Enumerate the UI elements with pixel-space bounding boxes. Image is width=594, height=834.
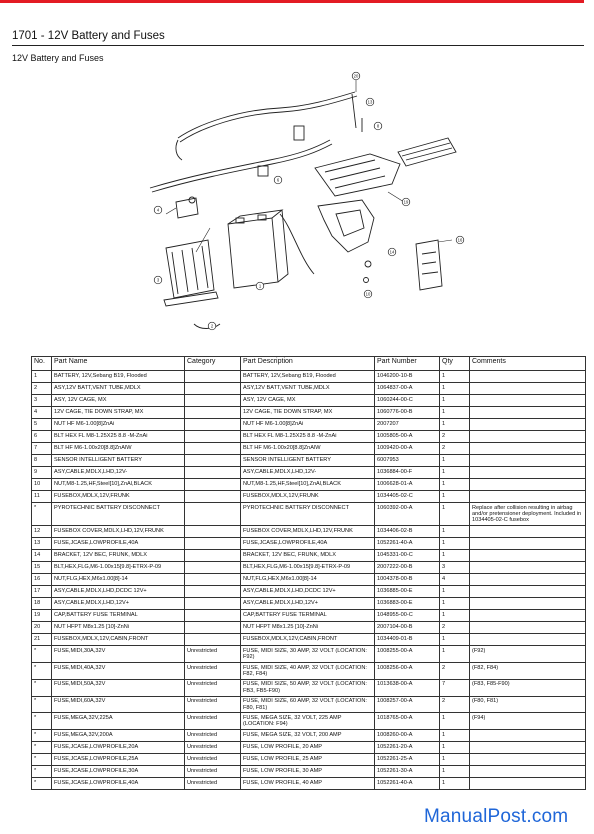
cell-category: Unrestricted [185, 754, 241, 766]
table-row [32, 778, 586, 790]
cell-no: 17 [32, 586, 52, 598]
cell-part-name: ASY, 12V CAGE, MX [52, 395, 185, 407]
cell-part-description: FUSE,JCASE,LOWPROFILE,40A [241, 538, 375, 550]
cell-part-name: FUSE,JCASE,LOWPROFILE,40A [52, 778, 185, 790]
cell-part-number: 1060776-00-B [375, 407, 440, 419]
cell-no: 4 [32, 407, 52, 419]
table-row [32, 622, 586, 634]
cell-part-description: BLT HF M6-1.00x20[8.8]ZnAlW [241, 443, 375, 455]
cell-part-description: 12V CAGE, TIE DOWN STRAP, MX [241, 407, 375, 419]
cell-category: Unrestricted [185, 679, 241, 696]
cell-comments [470, 455, 586, 467]
cell-qty: 1 [440, 730, 470, 742]
cell-category [185, 622, 241, 634]
cell-qty: 1 [440, 479, 470, 491]
cell-part-name: BRACKET, 12V BEC, FRUNK, MDLX [52, 550, 185, 562]
cell-category [185, 610, 241, 622]
cell-qty: 1 [440, 538, 470, 550]
table-row [32, 419, 586, 431]
table-header-row [32, 357, 586, 371]
parts-table [31, 356, 586, 790]
cell-part-number: 1064837-00-A [375, 383, 440, 395]
cell-part-description: NUT HFPT M8x1.25 [10]-ZnNi [241, 622, 375, 634]
cell-part-name: NUT,M8-1.25,HF,Steel[10],ZnAl,BLACK [52, 479, 185, 491]
table-row [32, 562, 586, 574]
cell-part-name: FUSEBOX,MDLX,12V,CABIN,FRONT [52, 634, 185, 646]
cell-category: Unrestricted [185, 696, 241, 713]
cell-comments [470, 550, 586, 562]
cell-part-description: BRACKET, 12V BEC, FRUNK, MDLX [241, 550, 375, 562]
cell-part-name: ASY,12V BATT,VENT TUBE,MDLX [52, 383, 185, 395]
cell-part-name: FUSEBOX COVER,MDLX,LHD,12V,FRUNK [52, 526, 185, 538]
cell-no: 3 [32, 395, 52, 407]
cell-part-number: 1036883-00-E [375, 598, 440, 610]
top-accent-bar [0, 0, 584, 3]
cell-part-description: FUSE, LOW PROFILE, 25 AMP [241, 754, 375, 766]
cell-category [185, 395, 241, 407]
callout-label: 20 [353, 73, 359, 79]
cell-part-number: 1006628-01-A [375, 479, 440, 491]
cell-category [185, 455, 241, 467]
cell-part-description: FUSEBOX COVER,MDLX,LHD,12V,FRUNK [241, 526, 375, 538]
cell-no: 1 [32, 371, 52, 383]
cell-category [185, 443, 241, 455]
cell-qty: 1 [440, 646, 470, 663]
cell-no: 9 [32, 467, 52, 479]
table-row [32, 766, 586, 778]
cell-category [185, 586, 241, 598]
cell-no: 10 [32, 479, 52, 491]
cell-comments [470, 383, 586, 395]
cell-part-name: FUSE,JCASE,LOWPROFILE,20A [52, 742, 185, 754]
cell-part-number: 1004378-00-B [375, 574, 440, 586]
cell-part-description: ASY,CABLE,MDLX,LHD,12V- [241, 467, 375, 479]
cell-part-name: FUSE,MEGA,32V,225A [52, 713, 185, 730]
cell-comments [470, 742, 586, 754]
cell-category [185, 574, 241, 586]
cell-part-name: FUSE,MIDI,40A,32V [52, 663, 185, 680]
cell-part-number: 1034406-02-B [375, 526, 440, 538]
cell-comments [470, 754, 586, 766]
table-row [32, 431, 586, 443]
cell-comments [470, 622, 586, 634]
cell-part-number: 1036885-00-E [375, 586, 440, 598]
cell-qty: 1 [440, 491, 470, 503]
cell-qty: 1 [440, 503, 470, 526]
cell-part-name: FUSE,JCASE,LOWPROFILE,30A [52, 766, 185, 778]
cell-part-name: FUSE,MIDI,30A,32V [52, 646, 185, 663]
cell-part-name: BLT,HEX,FLG,M6-1.00x15[9.8]-ETRX-P-09 [52, 562, 185, 574]
cell-comments: (F94) [470, 713, 586, 730]
cell-category [185, 407, 241, 419]
cell-no: * [32, 646, 52, 663]
cell-part-description: FUSE, LOW PROFILE, 40 AMP [241, 778, 375, 790]
cell-part-description: PYROTECHNIC BATTERY DISCONNECT [241, 503, 375, 526]
cell-qty: 1 [440, 407, 470, 419]
cell-comments [470, 491, 586, 503]
cell-no: 16 [32, 574, 52, 586]
cell-part-description: FUSEBOX,MDLX,12V,FRUNK [241, 491, 375, 503]
cell-part-name: FUSE,MIDI,60A,32V [52, 696, 185, 713]
cell-part-number: 1060244-00-C [375, 395, 440, 407]
table-row [32, 503, 586, 526]
table-row [32, 538, 586, 550]
cell-comments [470, 610, 586, 622]
cell-no: * [32, 766, 52, 778]
table-row [32, 395, 586, 407]
cell-no: 13 [32, 538, 52, 550]
cell-no: 6 [32, 431, 52, 443]
column-header-category: Category [185, 357, 241, 371]
cell-no: * [32, 754, 52, 766]
cell-part-description: BATTERY, 12V,Sebang B19, Flooded [241, 371, 375, 383]
cell-part-name: NUT HFPT M8x1.25 [10]-ZnNi [52, 622, 185, 634]
cell-part-name: ASY,CABLE,MDLX,LHD,12V- [52, 467, 185, 479]
cell-qty: 1 [440, 598, 470, 610]
cell-no: 19 [32, 610, 52, 622]
callout-label: 1 [258, 283, 262, 289]
cell-part-number: 1046200-10-B [375, 371, 440, 383]
cell-part-number: 2007207 [375, 419, 440, 431]
cell-part-description: FUSE, LOW PROFILE, 30 AMP [241, 766, 375, 778]
cell-comments: (F92) [470, 646, 586, 663]
cell-part-name: ASY,CABLE,MDLX,LHD,12V+ [52, 598, 185, 610]
cell-qty: 1 [440, 467, 470, 479]
cell-comments: Replace after collision resulting in airbag and/or pretensioner deployment. Included in 1034405-02-C fusebox [470, 503, 586, 526]
cell-category: Unrestricted [185, 742, 241, 754]
cell-comments [470, 766, 586, 778]
cell-part-number: 1052261-30-A [375, 766, 440, 778]
cell-comments [470, 730, 586, 742]
cell-category [185, 550, 241, 562]
cell-no: * [32, 503, 52, 526]
callout-label: 2 [210, 323, 214, 329]
cell-no: * [32, 679, 52, 696]
cell-part-number: 1052261-40-A [375, 778, 440, 790]
cell-category [185, 503, 241, 526]
table-row [32, 491, 586, 503]
cell-comments [470, 634, 586, 646]
cell-category: Unrestricted [185, 663, 241, 680]
cell-part-description: FUSE, MIDI SIZE, 50 AMP, 32 VOLT (LOCATION: FB3, FB5-F90) [241, 679, 375, 696]
cell-part-number: 6007953 [375, 455, 440, 467]
table-row [32, 610, 586, 622]
cell-comments [470, 443, 586, 455]
column-header-part-description: Part Description [241, 357, 375, 371]
cell-comments [470, 467, 586, 479]
cell-part-description: BLT HEX FL M8-1.25X25 8.8 -M-ZnAi [241, 431, 375, 443]
table-row [32, 679, 586, 696]
cell-part-name: SENSOR INTELLIGENT BATTERY [52, 455, 185, 467]
cell-qty: 1 [440, 713, 470, 730]
cell-part-name: FUSE,MIDI,50A,32V [52, 679, 185, 696]
cell-part-number: 1045331-00-C [375, 550, 440, 562]
cell-part-number: 1052261-40-A [375, 538, 440, 550]
cell-qty: 1 [440, 550, 470, 562]
cell-part-description: FUSE, MEGA SIZE, 32 VOLT, 200 AMP [241, 730, 375, 742]
cell-qty: 1 [440, 419, 470, 431]
cell-part-description: NUT,FLG,HEX,M6x1.00[8]-14 [241, 574, 375, 586]
cell-qty: 1 [440, 455, 470, 467]
cell-qty: 1 [440, 754, 470, 766]
cell-qty: 2 [440, 663, 470, 680]
cell-part-description: FUSE, MIDI SIZE, 60 AMP, 32 VOLT (LOCATION: F80, F81) [241, 696, 375, 713]
table-row [32, 696, 586, 713]
column-header-part-number: Part Number [375, 357, 440, 371]
cell-part-number: 1008256-00-A [375, 663, 440, 680]
cell-qty: 1 [440, 634, 470, 646]
section-subtitle: 12V Battery and Fuses [12, 53, 104, 63]
parts-table-body [32, 371, 586, 790]
column-header-no: No. [32, 357, 52, 371]
table-row [32, 526, 586, 538]
callout-label: 16 [457, 237, 463, 243]
cell-category [185, 479, 241, 491]
table-row [32, 586, 586, 598]
cell-part-number: 1052261-25-A [375, 754, 440, 766]
cell-category [185, 491, 241, 503]
section-title: 1701 - 12V Battery and Fuses [12, 30, 165, 42]
cell-no: 2 [32, 383, 52, 395]
cell-comments [470, 574, 586, 586]
cell-comments [470, 395, 586, 407]
cell-no: 18 [32, 598, 52, 610]
cell-category [185, 383, 241, 395]
cell-part-name: NUT,FLG,HEX,M6x1.00[8]-14 [52, 574, 185, 586]
watermark: ManualPost.com [424, 806, 569, 827]
cell-part-description: FUSEBOX,MDLX,12V,CABIN,FRONT [241, 634, 375, 646]
title-divider [12, 45, 584, 46]
cell-part-name: FUSE,JCASE,LOWPROFILE,40A [52, 538, 185, 550]
cell-comments [470, 538, 586, 550]
cell-part-description: NUT HF M6-1.00[8]ZnAi [241, 419, 375, 431]
cell-comments [470, 526, 586, 538]
cell-part-number: 1036884-00-F [375, 467, 440, 479]
cell-category: Unrestricted [185, 730, 241, 742]
cell-category [185, 419, 241, 431]
table-row [32, 443, 586, 455]
cell-category [185, 371, 241, 383]
cell-part-description: NUT,M8-1.25,HF,Steel[10],ZnAl,BLACK [241, 479, 375, 491]
cell-no: 5 [32, 419, 52, 431]
cell-part-name: CAP,BATTERY FUSE TERMINAL [52, 610, 185, 622]
cell-part-description: FUSE, MEGA SIZE, 32 VOLT, 225 AMP (LOCATION: F94) [241, 713, 375, 730]
cell-part-name: FUSE,MEGA,32V,200A [52, 730, 185, 742]
cell-part-number: 1009420-00-A [375, 443, 440, 455]
cell-no: 15 [32, 562, 52, 574]
cell-part-number: 1034405-02-C [375, 491, 440, 503]
cell-part-description: ASY,12V BATT,VENT TUBE,MDLX [241, 383, 375, 395]
cell-part-description: FUSE, MIDI SIZE, 30 AMP, 32 VOLT (LOCATION: F92) [241, 646, 375, 663]
cell-no: * [32, 730, 52, 742]
cell-qty: 2 [440, 431, 470, 443]
cell-comments [470, 407, 586, 419]
table-row [32, 455, 586, 467]
cell-no: * [32, 663, 52, 680]
cell-part-name: BLT HF M6-1.00x20[8.8]ZnAlW [52, 443, 185, 455]
cell-no: * [32, 713, 52, 730]
cell-category: Unrestricted [185, 778, 241, 790]
cell-category [185, 562, 241, 574]
cell-part-name: FUSEBOX,MDLX,12V,FRUNK [52, 491, 185, 503]
cell-comments [470, 371, 586, 383]
table-row [32, 646, 586, 663]
cell-comments [470, 479, 586, 491]
cell-qty: 3 [440, 562, 470, 574]
table-row [32, 383, 586, 395]
callout-label: 14 [389, 249, 395, 255]
cell-comments: (F82, F84) [470, 663, 586, 680]
cell-category [185, 598, 241, 610]
callout-label: 13 [367, 99, 373, 105]
cell-qty: 1 [440, 610, 470, 622]
cell-comments [470, 562, 586, 574]
cell-comments [470, 598, 586, 610]
cell-comments [470, 586, 586, 598]
cell-qty: 1 [440, 371, 470, 383]
table-row [32, 730, 586, 742]
cell-part-number: 2007222-00-B [375, 562, 440, 574]
cell-qty: 2 [440, 443, 470, 455]
callout-label: 19 [403, 199, 409, 205]
cell-no: 11 [32, 491, 52, 503]
cell-part-name: 12V CAGE, TIE DOWN STRAP, MX [52, 407, 185, 419]
cell-qty: 7 [440, 679, 470, 696]
cell-part-name: FUSE,JCASE,LOWPROFILE,25A [52, 754, 185, 766]
cell-part-number: 1013638-00-A [375, 679, 440, 696]
cell-no: * [32, 696, 52, 713]
cell-comments: (F80, F81) [470, 696, 586, 713]
cell-no: * [32, 778, 52, 790]
callout-label: 8 [376, 123, 380, 129]
cell-no: 12 [32, 526, 52, 538]
cell-part-description: BLT,HEX,FLG,M6-1.00x15[9.8]-ETRX-P-09 [241, 562, 375, 574]
cell-category [185, 526, 241, 538]
cell-no: 21 [32, 634, 52, 646]
cell-qty: 1 [440, 766, 470, 778]
column-header-qty: Qty [440, 357, 470, 371]
cell-part-description: SENSOR INTELLIGENT BATTERY [241, 455, 375, 467]
cell-part-name: BATTERY, 12V,Sebang B19, Flooded [52, 371, 185, 383]
cell-part-number: 1018765-00-A [375, 713, 440, 730]
cell-comments [470, 419, 586, 431]
table-row [32, 663, 586, 680]
cell-qty: 1 [440, 778, 470, 790]
cell-category [185, 634, 241, 646]
cell-category: Unrestricted [185, 766, 241, 778]
cell-part-number: 1060392-00-A [375, 503, 440, 526]
cell-comments [470, 431, 586, 443]
cell-part-number: 1008257-00-A [375, 696, 440, 713]
cell-part-number: 1005805-00-A [375, 431, 440, 443]
cell-part-description: ASY,CABLE,MDLX,LHD,DCDC 12V+ [241, 586, 375, 598]
table-row [32, 713, 586, 730]
cell-qty: 2 [440, 696, 470, 713]
cell-part-description: ASY,CABLE,MDLX,LHD,12V+ [241, 598, 375, 610]
cell-category [185, 431, 241, 443]
cell-part-description: CAP,BATTERY FUSE TERMINAL [241, 610, 375, 622]
table-row [32, 742, 586, 754]
cell-qty: 1 [440, 742, 470, 754]
callout-label: 4 [156, 207, 160, 213]
cell-part-description: FUSE, MIDI SIZE, 40 AMP, 32 VOLT (LOCATION: F82, F84) [241, 663, 375, 680]
cell-category [185, 538, 241, 550]
table-row [32, 407, 586, 419]
column-header-part-name: Part Name [52, 357, 185, 371]
table-row [32, 598, 586, 610]
cell-no: 7 [32, 443, 52, 455]
cell-category [185, 467, 241, 479]
callout-label: 6 [276, 177, 280, 183]
table-row [32, 467, 586, 479]
cell-part-name: NUT HF M6-1.00[8]ZnAi [52, 419, 185, 431]
cell-qty: 1 [440, 395, 470, 407]
cell-qty: 4 [440, 574, 470, 586]
cell-part-name: ASY,CABLE,MDLX,LHD,DCDC 12V+ [52, 586, 185, 598]
column-header-comments: Comments [470, 357, 586, 371]
cell-qty: 1 [440, 586, 470, 598]
table-row [32, 754, 586, 766]
exploded-parts-diagram [130, 68, 480, 340]
cell-part-number: 1008255-00-A [375, 646, 440, 663]
cell-category: Unrestricted [185, 713, 241, 730]
cell-no: 20 [32, 622, 52, 634]
cell-category: Unrestricted [185, 646, 241, 663]
table-row [32, 550, 586, 562]
table-row [32, 479, 586, 491]
cell-no: 8 [32, 455, 52, 467]
cell-no: 14 [32, 550, 52, 562]
cell-qty: 1 [440, 526, 470, 538]
cell-comments: (F83, F85-F90) [470, 679, 586, 696]
cell-part-description: ASY, 12V CAGE, MX [241, 395, 375, 407]
table-row [32, 371, 586, 383]
callout-label: 10 [365, 291, 371, 297]
cell-part-description: FUSE, LOW PROFILE, 20 AMP [241, 742, 375, 754]
cell-qty: 1 [440, 383, 470, 395]
table-row [32, 634, 586, 646]
cell-qty: 2 [440, 622, 470, 634]
cell-part-number: 2007104-00-B [375, 622, 440, 634]
cell-part-number: 1034409-01-B [375, 634, 440, 646]
cell-part-name: BLT HEX FL M8-1.25X25 8.8 -M-ZnAi [52, 431, 185, 443]
cell-no: * [32, 742, 52, 754]
cell-comments [470, 778, 586, 790]
table-row [32, 574, 586, 586]
cell-part-name: PYROTECHNIC BATTERY DISCONNECT [52, 503, 185, 526]
cell-part-number: 1008260-00-A [375, 730, 440, 742]
callout-label: 3 [156, 277, 160, 283]
cell-part-number: 1048955-00-C [375, 610, 440, 622]
cell-part-number: 1052261-20-A [375, 742, 440, 754]
